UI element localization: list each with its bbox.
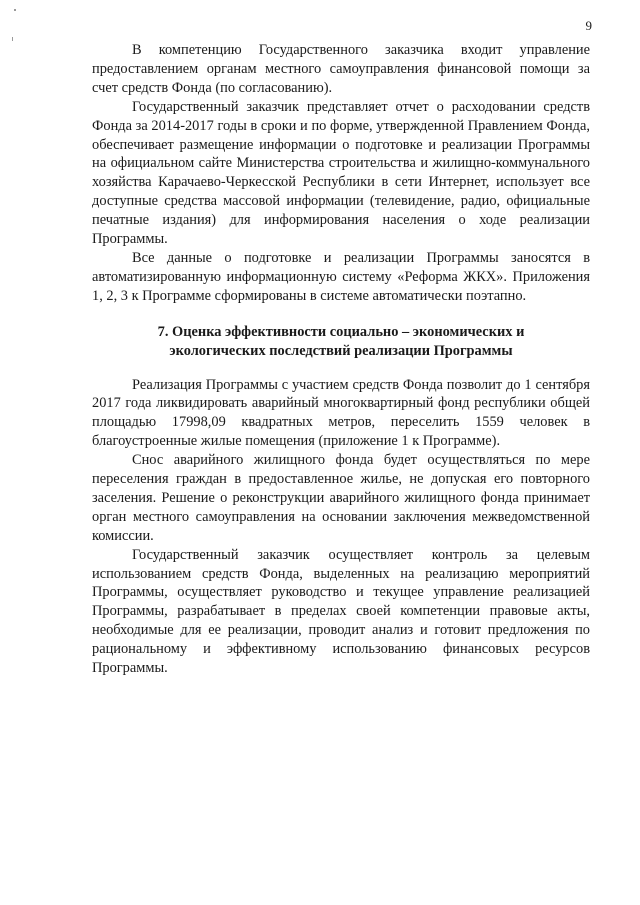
paragraph: В компетенцию Государственного заказчика входит управление предоставлением органам местного самоуправления финансовой помощи за счет средств Фонда (по согласованию). xyxy=(92,42,590,96)
paragraph: Государственный заказчик представляет отчет о расходовании средств Фонда за 2014-2017 годы в сроки и по форме, утвержденной Правлением Фонда, обеспечивает размещение информации о подготовке и реализации Программы на официальном сайте Министерства строительства и жилищно-коммунального хозяйства Карачаево-Черкесской Республики в сети Интернет, использует все доступные средства массовой информации (телевидение, радио, официальные печатные издания) для информирования населения о ходе реализации Программы. xyxy=(92,98,590,248)
scan-speck xyxy=(14,9,16,11)
page-number: 9 xyxy=(585,18,592,33)
section-heading: 7. Оценка эффективности социально – экономических и экологических последствий реализации Программы xyxy=(157,323,525,359)
paragraph: Снос аварийного жилищного фонда будет осуществляться по мере переселения граждан в предоставленное жилье, не допуская его повторного заселения. Решение о реконструкции аварийного жилищного фонда принимает орган местного самоуправления на основании заключения межведомственной комиссии. xyxy=(92,452,590,544)
paragraph: Все данные о подготовке и реализации Программы заносятся в автоматизированную информационную систему «Реформа ЖКХ». Приложения 1, 2, 3 к Программе сформированы в системе автоматически поэтапно. xyxy=(92,249,590,304)
paragraph: Государственный заказчик осуществляет контроль за целевым использованием средств Фонда, выделенных на реализацию мероприятий Программы, осуществляет руководство и текущее управление реализацией Программы, разрабатывает в пределах своей компетенции правовые акты, необходимые для ее реализации, проводит анализ и готовит предложения по рациональному и эффективному использованию финансовых ресурсов Программы. xyxy=(92,546,590,677)
scan-speck xyxy=(12,37,13,41)
paragraph: Реализация Программы с участием средств Фонда позволит до 1 сентября 2017 года ликвидировать аварийный многоквартирный фонд республики общей площадью 17998,09 квадратных метров, переселить 1559 человек в благоустроенные жилые помещения (приложение 1 к Программе). xyxy=(92,376,590,450)
document-body xyxy=(92,41,590,678)
